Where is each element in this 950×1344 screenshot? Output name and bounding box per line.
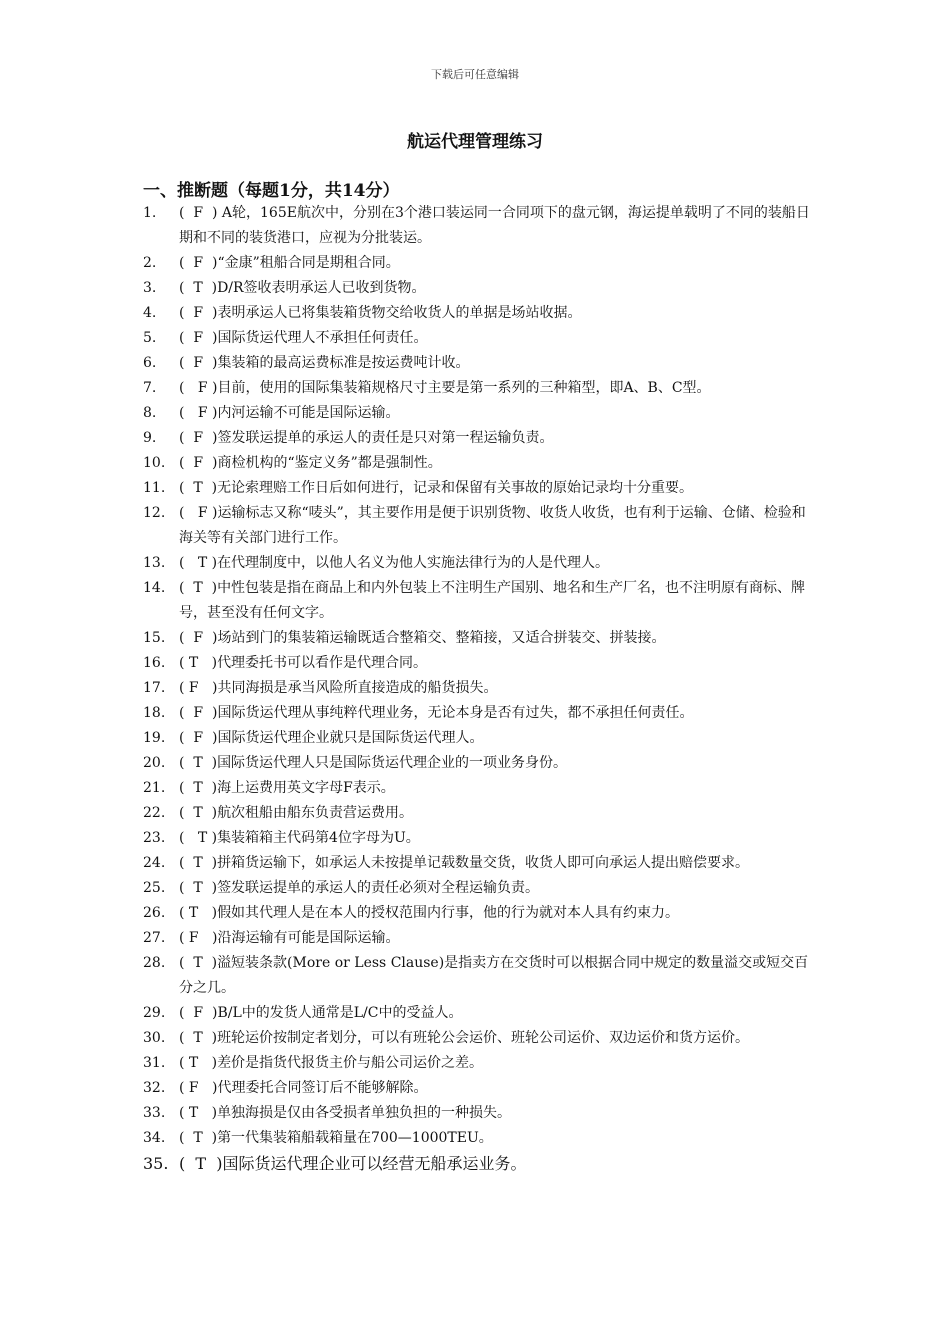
question-number: 35. — [143, 1154, 169, 1173]
question-number: 32. — [143, 1080, 166, 1096]
question-text: 国际货运代理企业就只是国际货运代理人。 — [217, 730, 484, 746]
question-text: 内河运输不可能是国际运输。 — [217, 405, 400, 421]
question-text: 国际货运代理人不承担任何责任。 — [217, 330, 428, 346]
question-number: 13. — [143, 555, 166, 571]
question-number: 15. — [143, 630, 166, 646]
question-item — [143, 1076, 818, 1101]
question-answer: ( F ) — [179, 630, 218, 646]
question-number: 17. — [143, 680, 166, 696]
question-text: 溢短装条款(More or Less Clause)是指卖方在交货时可以根据合同中规定的数量溢交或短交百分之几。 — [179, 955, 809, 996]
question-number: 4. — [143, 305, 157, 321]
question-text: 在代理制度中，以他人名义为他人实施法律行为的人是代理人。 — [217, 555, 610, 571]
question-answer: ( T ) — [179, 1055, 218, 1071]
question-text: 班轮运价按制定者划分，可以有班轮公会运价、班轮公司运价、双边运价和货方运价。 — [217, 1030, 750, 1046]
question-number: 9. — [143, 430, 157, 446]
question-number: 31. — [143, 1055, 166, 1071]
question-answer: ( T ) — [179, 905, 218, 921]
question-answer: ( T ) — [179, 655, 218, 671]
question-number: 24. — [143, 855, 166, 871]
question-item — [143, 876, 818, 901]
question-text: 假如其代理人是在本人的授权范围内行事，他的行为就对本人具有约束力。 — [217, 905, 680, 921]
question-item — [143, 1101, 818, 1126]
question-number: 34. — [143, 1130, 166, 1146]
question-text: 航次租船由船东负责营运费用。 — [217, 805, 414, 821]
question-text: 拼箱货运输下，如承运人未按提单记载数量交货，收货人即可向承运人提出赔偿要求。 — [217, 855, 750, 871]
question-answer: ( T ) — [179, 580, 218, 596]
question-text: B/L中的发货人通常是L/C中的受益人。 — [217, 1005, 463, 1021]
question-number: 11. — [143, 480, 166, 496]
question-item — [143, 801, 818, 826]
question-number: 6. — [143, 355, 157, 371]
question-number: 8. — [143, 405, 157, 421]
question-item — [143, 326, 818, 351]
question-text: 国际货运代理从事纯粹代理业务，无论本身是否有过失，都不承担任何责任。 — [217, 705, 694, 721]
question-text: 沿海运输有可能是国际运输。 — [217, 930, 400, 946]
question-answer: ( F ) — [179, 355, 218, 371]
question-text: 签发联运提单的承运人的责任是只对第一程运输负责。 — [217, 430, 554, 446]
question-answer: ( T ) — [179, 955, 218, 971]
question-answer: ( F ) — [179, 680, 218, 696]
question-answer: ( T ) — [179, 1105, 218, 1121]
question-number: 30. — [143, 1030, 166, 1046]
question-number: 22. — [143, 805, 166, 821]
question-list — [143, 201, 818, 1177]
question-answer: ( F ) — [179, 730, 218, 746]
question-answer: ( T ) — [179, 830, 218, 846]
question-number: 1. — [143, 205, 157, 221]
question-item — [143, 676, 818, 701]
question-text: 差价是指货代报货主价与船公司运价之差。 — [217, 1055, 484, 1071]
question-answer: ( T ) — [179, 1130, 218, 1146]
question-item — [143, 501, 818, 551]
question-item — [143, 726, 818, 751]
question-answer: ( T ) — [179, 1154, 223, 1173]
question-item — [143, 1126, 818, 1151]
question-answer: ( T ) — [179, 780, 218, 796]
question-text: 国际货运代理企业可以经营无船承运业务。 — [222, 1154, 527, 1173]
question-item — [143, 251, 818, 276]
question-item — [143, 401, 818, 426]
question-item — [143, 701, 818, 726]
question-answer: ( T ) — [179, 880, 218, 896]
question-item — [143, 926, 818, 951]
question-answer: ( F ) — [179, 430, 218, 446]
question-text: 目前，使用的国际集装箱规格尺寸主要是第一系列的三种箱型，即A、B、C型。 — [217, 380, 711, 396]
question-item — [143, 626, 818, 651]
header-note: 下载后可任意编辑 — [431, 68, 519, 81]
question-item — [143, 201, 818, 251]
question-answer: ( F ) — [179, 1005, 218, 1021]
question-item — [143, 1151, 818, 1177]
question-text: 海上运费用英文字母F表示。 — [217, 780, 395, 796]
question-text: 中性包装是指在商品上和内外包装上不注明生产国别、地名和生产厂名，也不注明原有商标、牌号，甚至没有任何文字。 — [179, 580, 806, 621]
question-number: 14. — [143, 580, 166, 596]
question-item — [143, 1026, 818, 1051]
question-text: A轮，165E航次中，分别在3个港口装运同一合同项下的盘元钢，海运提单载明了不同的装船日期和不同的装货港口，应视为分批装运。 — [179, 205, 810, 246]
question-text: 集装箱箱主代码第4位字母为U。 — [217, 830, 420, 846]
question-number: 3. — [143, 280, 157, 296]
question-number: 20. — [143, 755, 166, 771]
question-text: 国际货运代理人只是国际货运代理企业的一项业务身份。 — [217, 755, 568, 771]
question-answer: ( F ) — [179, 205, 222, 221]
question-item — [143, 851, 818, 876]
question-answer: ( F ) — [179, 505, 218, 521]
question-number: 21. — [143, 780, 166, 796]
question-number: 7. — [143, 380, 157, 396]
question-item — [143, 451, 818, 476]
question-answer: ( F ) — [179, 930, 218, 946]
question-item — [143, 651, 818, 676]
question-number: 5. — [143, 330, 157, 346]
page-title: 航运代理管理练习 — [407, 132, 543, 152]
question-text: “金康”租船合同是期租合同。 — [217, 255, 400, 271]
question-number: 28. — [143, 955, 166, 971]
question-item — [143, 351, 818, 376]
question-number: 33. — [143, 1105, 166, 1121]
question-answer: ( T ) — [179, 755, 218, 771]
question-text: 运输标志又称“唛头”，其主要作用是便于识别货物、收货人收货，也有利于运输、仓储、检验和海关等有关部门进行工作。 — [179, 505, 806, 546]
question-item — [143, 301, 818, 326]
question-text: D/R签收表明承运人已收到货物。 — [217, 280, 426, 296]
question-answer: ( F ) — [179, 380, 218, 396]
question-item — [143, 951, 818, 1001]
question-answer: ( T ) — [179, 555, 218, 571]
question-text: 单独海损是仅由各受损者单独负担的一种损失。 — [217, 1105, 512, 1121]
question-text: 第一代集装箱船载箱量在700—1000TEU。 — [217, 1130, 493, 1146]
question-text: 场站到门的集装箱运输既适合整箱交、整箱接，又适合拼装交、拼装接。 — [217, 630, 666, 646]
question-number: 2. — [143, 255, 157, 271]
question-answer: ( F ) — [179, 255, 218, 271]
question-answer: ( F ) — [179, 1080, 218, 1096]
question-answer: ( F ) — [179, 455, 218, 471]
question-number: 16. — [143, 655, 166, 671]
section-heading: 一、推断题（每题1分，共14分） — [143, 181, 400, 201]
question-number: 26. — [143, 905, 166, 921]
question-text: 代理委托合同签订后不能够解除。 — [217, 1080, 428, 1096]
question-item — [143, 1051, 818, 1076]
question-text: 无论索理赔工作日后如何进行，记录和保留有关事故的原始记录均十分重要。 — [217, 480, 694, 496]
question-item — [143, 1001, 818, 1026]
question-answer: ( T ) — [179, 855, 218, 871]
question-number: 18. — [143, 705, 166, 721]
question-item — [143, 751, 818, 776]
question-number: 10. — [143, 455, 166, 471]
question-answer: ( F ) — [179, 405, 218, 421]
question-item — [143, 276, 818, 301]
question-item — [143, 901, 818, 926]
question-item — [143, 551, 818, 576]
question-number: 25. — [143, 880, 166, 896]
question-answer: ( F ) — [179, 330, 218, 346]
question-number: 27. — [143, 930, 166, 946]
question-text: 表明承运人已将集装箱货物交给收货人的单据是场站收据。 — [217, 305, 582, 321]
question-text: 商检机构的“鉴定义务”都是强制性。 — [217, 455, 442, 471]
question-item — [143, 376, 818, 401]
question-number: 19. — [143, 730, 166, 746]
question-answer: ( T ) — [179, 1030, 218, 1046]
question-item — [143, 426, 818, 451]
question-answer: ( T ) — [179, 805, 218, 821]
question-number: 12. — [143, 505, 166, 521]
question-item — [143, 476, 818, 501]
question-number: 23. — [143, 830, 166, 846]
question-text: 代理委托书可以看作是代理合同。 — [217, 655, 428, 671]
question-answer: ( T ) — [179, 480, 218, 496]
question-text: 签发联运提单的承运人的责任必须对全程运输负责。 — [217, 880, 540, 896]
question-number: 29. — [143, 1005, 166, 1021]
question-answer: ( F ) — [179, 705, 218, 721]
question-item — [143, 826, 818, 851]
question-answer: ( T ) — [179, 280, 218, 296]
question-text: 共同海损是承当风险所直接造成的船货损失。 — [217, 680, 498, 696]
question-text: 集装箱的最高运费标准是按运费吨计收。 — [217, 355, 470, 371]
question-answer: ( F ) — [179, 305, 218, 321]
question-item — [143, 776, 818, 801]
question-item — [143, 576, 818, 626]
